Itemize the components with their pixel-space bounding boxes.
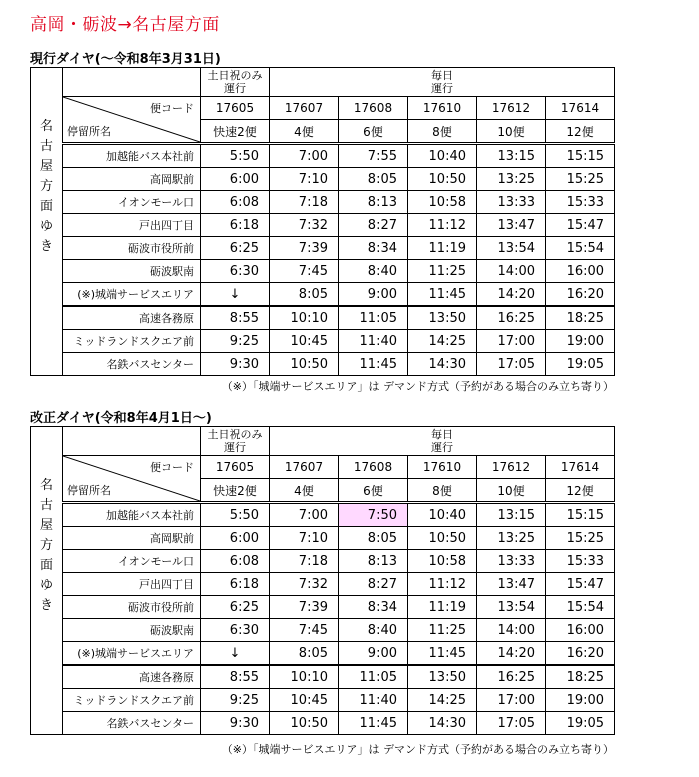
departure-time: 19:05 — [546, 712, 615, 735]
trip-name: 快速2便 — [201, 479, 270, 503]
departure-time: 10:50 — [408, 527, 477, 550]
departure-time: 8:13 — [339, 550, 408, 573]
departure-time: 13:50 — [408, 665, 477, 689]
stop-name: 高岡駅前 — [63, 527, 201, 550]
table-row — [31, 283, 615, 307]
departure-time: 16:20 — [546, 283, 615, 307]
departure-time: 15:15 — [546, 503, 615, 527]
departure-time: 7:18 — [270, 550, 339, 573]
departure-time: 15:25 — [546, 168, 615, 191]
stop-name: 名鉄バスセンター — [63, 353, 201, 376]
departure-time: 7:32 — [270, 573, 339, 596]
header-blank — [31, 68, 63, 97]
trip-name: 10便 — [477, 479, 546, 503]
table-row — [31, 712, 615, 735]
departure-time: 8:55 — [201, 306, 270, 330]
section-title-current: 現行ダイヤ(～令和8年3月31日) — [30, 52, 221, 67]
departure-time: 10:50 — [270, 712, 339, 735]
departure-time: 11:45 — [339, 712, 408, 735]
trip-name: 4便 — [270, 120, 339, 144]
table-row — [31, 330, 615, 353]
departure-time: 13:47 — [477, 573, 546, 596]
pass-arrow: ↓ — [201, 642, 270, 666]
departure-time: 8:34 — [339, 596, 408, 619]
footnote-revised: （※）「城端サービスエリア」は デマンド方式（予約がある場合のみ立ち寄り） — [221, 743, 614, 756]
departure-time: 19:00 — [546, 689, 615, 712]
direction-char: 古 — [39, 138, 53, 154]
departure-time: 8:55 — [201, 665, 270, 689]
departure-time: 7:32 — [270, 214, 339, 237]
direction-char: 面 — [39, 198, 53, 214]
departure-time: 18:25 — [546, 665, 615, 689]
weekend-only-note: 土日祝のみ 運行 — [201, 68, 270, 97]
stop-name: 戸出四丁目 — [63, 573, 201, 596]
table-row — [31, 665, 615, 689]
direction-char: き — [39, 597, 53, 613]
departure-time: 9:00 — [339, 283, 408, 307]
trip-code: 17610 — [408, 456, 477, 479]
departure-time: 11:25 — [408, 619, 477, 642]
departure-time: 10:40 — [408, 503, 477, 527]
table-row — [31, 237, 615, 260]
stop-name: 高速各務原 — [63, 306, 201, 330]
table-row — [31, 550, 615, 573]
table-row — [31, 306, 615, 330]
departure-time: 13:33 — [477, 191, 546, 214]
header-row — [31, 427, 615, 456]
trip-code: 17607 — [270, 97, 339, 120]
trip-name: 6便 — [339, 479, 408, 503]
departure-time: 11:12 — [408, 214, 477, 237]
departure-time: 17:05 — [477, 353, 546, 376]
trip-name: 12便 — [546, 120, 615, 144]
departure-time: 11:25 — [408, 260, 477, 283]
departure-time: 9:30 — [201, 712, 270, 735]
departure-time: 7:55 — [339, 144, 408, 168]
direction-char: 屋 — [39, 158, 53, 174]
footnote-current: （※）「城端サービスエリア」は デマンド方式（予約がある場合のみ立ち寄り） — [221, 380, 614, 393]
departure-time: 10:58 — [408, 191, 477, 214]
departure-time: 11:05 — [339, 306, 408, 330]
departure-time: 16:00 — [546, 619, 615, 642]
departure-time: 6:30 — [201, 260, 270, 283]
trip-code: 17612 — [477, 97, 546, 120]
departure-time: 6:30 — [201, 619, 270, 642]
departure-time: 8:27 — [339, 573, 408, 596]
departure-time: 13:15 — [477, 144, 546, 168]
table-row — [31, 214, 615, 237]
trip-code: 17607 — [270, 456, 339, 479]
departure-time: 10:58 — [408, 550, 477, 573]
table-row — [31, 353, 615, 376]
departure-time: 14:20 — [477, 283, 546, 307]
departure-time: 13:54 — [477, 237, 546, 260]
departure-time: 8:05 — [339, 168, 408, 191]
direction-char: 方 — [39, 537, 53, 553]
departure-time: 7:39 — [270, 596, 339, 619]
header-blank — [31, 427, 63, 456]
departure-time: 7:45 — [270, 260, 339, 283]
departure-time: 11:19 — [408, 596, 477, 619]
departure-time: 8:27 — [339, 214, 408, 237]
direction-char: 面 — [39, 557, 53, 573]
departure-time: 14:30 — [408, 712, 477, 735]
departure-time: 18:25 — [546, 306, 615, 330]
direction-label — [31, 456, 63, 735]
header-corner — [63, 97, 201, 144]
table-row — [31, 596, 615, 619]
departure-time: 10:10 — [270, 306, 339, 330]
timetable-revised — [30, 426, 615, 735]
departure-time: 10:50 — [408, 168, 477, 191]
table-row — [31, 689, 615, 712]
direction-char: ゆ — [39, 218, 53, 234]
departure-time: 8:40 — [339, 619, 408, 642]
section-title-revised: 改正ダイヤ(令和8年4月1日～) — [30, 411, 212, 426]
daily-note: 毎日 運行 — [270, 427, 615, 456]
departure-time: 14:30 — [408, 353, 477, 376]
departure-time: 9:25 — [201, 689, 270, 712]
trip-code: 17614 — [546, 456, 615, 479]
departure-time: 15:47 — [546, 573, 615, 596]
departure-time: 8:05 — [270, 283, 339, 307]
departure-time: 11:40 — [339, 330, 408, 353]
trip-name: 快速2便 — [201, 120, 270, 144]
departure-time: 16:25 — [477, 306, 546, 330]
departure-time: 19:05 — [546, 353, 615, 376]
timetable-current — [30, 67, 615, 376]
table-row — [31, 619, 615, 642]
departure-time: 14:00 — [477, 260, 546, 283]
departure-time: 16:00 — [546, 260, 615, 283]
departure-time: 15:47 — [546, 214, 615, 237]
departure-time: 13:15 — [477, 503, 546, 527]
departure-time: 11:40 — [339, 689, 408, 712]
departure-time: 9:25 — [201, 330, 270, 353]
stop-name: 砺波駅南 — [63, 619, 201, 642]
direction-label — [31, 97, 63, 376]
departure-time: 8:40 — [339, 260, 408, 283]
code-label: 便コード — [150, 461, 194, 474]
departure-time: 5:50 — [201, 144, 270, 168]
departure-time: 9:30 — [201, 353, 270, 376]
stop-name: 砺波市役所前 — [63, 596, 201, 619]
departure-time: 15:54 — [546, 596, 615, 619]
table-row — [31, 503, 615, 527]
departure-time: 11:45 — [408, 283, 477, 307]
departure-time: 6:25 — [201, 596, 270, 619]
trip-code: 17610 — [408, 97, 477, 120]
trip-name: 8便 — [408, 120, 477, 144]
direction-char: 屋 — [39, 517, 53, 533]
departure-time: 7:39 — [270, 237, 339, 260]
departure-time: 7:10 — [270, 527, 339, 550]
departure-time: 13:47 — [477, 214, 546, 237]
trip-name: 10便 — [477, 120, 546, 144]
stop-label: 停留所名 — [67, 125, 111, 138]
trip-code: 17614 — [546, 97, 615, 120]
stop-name: (※)城端サービスエリア — [63, 642, 201, 666]
stop-name: 加越能バス本社前 — [63, 144, 201, 168]
departure-time: 14:20 — [477, 642, 546, 666]
header-blank — [63, 68, 201, 97]
departure-time: 13:25 — [477, 168, 546, 191]
departure-time: 14:00 — [477, 619, 546, 642]
departure-time: 6:18 — [201, 214, 270, 237]
header-row — [31, 68, 615, 97]
departure-time: 6:00 — [201, 168, 270, 191]
pass-arrow: ↓ — [201, 283, 270, 307]
stop-name: 高岡駅前 — [63, 168, 201, 191]
departure-time: 5:50 — [201, 503, 270, 527]
stop-name: ミッドランドスクエア前 — [63, 330, 201, 353]
daily-note: 毎日 運行 — [270, 68, 615, 97]
code-label: 便コード — [150, 102, 194, 115]
stop-name: 砺波市役所前 — [63, 237, 201, 260]
trip-code: 17608 — [339, 97, 408, 120]
departure-time: 6:00 — [201, 527, 270, 550]
table-row — [31, 191, 615, 214]
departure-time: 10:10 — [270, 665, 339, 689]
departure-time: 11:45 — [408, 642, 477, 666]
stop-name: 戸出四丁目 — [63, 214, 201, 237]
departure-time: 8:05 — [270, 642, 339, 666]
departure-time: 11:19 — [408, 237, 477, 260]
departure-time: 15:33 — [546, 191, 615, 214]
stop-name: ミッドランドスクエア前 — [63, 689, 201, 712]
table-row — [31, 527, 615, 550]
code-row — [31, 456, 615, 479]
stop-name: イオンモール口 — [63, 191, 201, 214]
departure-time: 14:25 — [408, 330, 477, 353]
departure-time: 6:08 — [201, 550, 270, 573]
departure-time: 13:50 — [408, 306, 477, 330]
departure-time: 8:05 — [339, 527, 408, 550]
direction-char: 古 — [39, 497, 53, 513]
direction-char: 名 — [39, 118, 53, 134]
departure-time: 7:00 — [270, 503, 339, 527]
header-blank — [63, 427, 201, 456]
departure-time: 7:10 — [270, 168, 339, 191]
trip-name: 8便 — [408, 479, 477, 503]
direction-char: ゆ — [39, 577, 53, 593]
departure-time: 10:40 — [408, 144, 477, 168]
departure-time: 10:45 — [270, 689, 339, 712]
stop-name: 砺波駅南 — [63, 260, 201, 283]
departure-time: 8:13 — [339, 191, 408, 214]
trip-name: 6便 — [339, 120, 408, 144]
departure-time: 13:25 — [477, 527, 546, 550]
trip-code: 17605 — [201, 456, 270, 479]
departure-time: 8:34 — [339, 237, 408, 260]
table-row — [31, 144, 615, 168]
stop-name: 高速各務原 — [63, 665, 201, 689]
departure-time: 15:15 — [546, 144, 615, 168]
direction-char: 方 — [39, 178, 53, 194]
departure-time: 17:00 — [477, 330, 546, 353]
stop-name: 加越能バス本社前 — [63, 503, 201, 527]
departure-time: 6:25 — [201, 237, 270, 260]
trip-code: 17612 — [477, 456, 546, 479]
departure-time-changed: 7:50 — [339, 503, 408, 527]
departure-time: 17:05 — [477, 712, 546, 735]
departure-time: 7:18 — [270, 191, 339, 214]
departure-time: 13:33 — [477, 550, 546, 573]
code-row — [31, 97, 615, 120]
departure-time: 7:00 — [270, 144, 339, 168]
departure-time: 17:00 — [477, 689, 546, 712]
stop-name: 名鉄バスセンター — [63, 712, 201, 735]
trip-code: 17608 — [339, 456, 408, 479]
departure-time: 16:25 — [477, 665, 546, 689]
departure-time: 10:50 — [270, 353, 339, 376]
weekend-only-note: 土日祝のみ 運行 — [201, 427, 270, 456]
stop-name: (※)城端サービスエリア — [63, 283, 201, 307]
stop-name: イオンモール口 — [63, 550, 201, 573]
departure-time: 11:45 — [339, 353, 408, 376]
departure-time: 14:25 — [408, 689, 477, 712]
departure-time: 11:05 — [339, 665, 408, 689]
direction-char: き — [39, 238, 53, 254]
table-row — [31, 573, 615, 596]
departure-time: 11:12 — [408, 573, 477, 596]
departure-time: 6:08 — [201, 191, 270, 214]
departure-time: 6:18 — [201, 573, 270, 596]
trip-code: 17605 — [201, 97, 270, 120]
departure-time: 7:45 — [270, 619, 339, 642]
table-row — [31, 260, 615, 283]
table-row — [31, 168, 615, 191]
trip-name: 12便 — [546, 479, 615, 503]
departure-time: 15:25 — [546, 527, 615, 550]
header-corner — [63, 456, 201, 503]
departure-time: 19:00 — [546, 330, 615, 353]
departure-time: 15:54 — [546, 237, 615, 260]
direction-char: 名 — [39, 477, 53, 493]
departure-time: 9:00 — [339, 642, 408, 666]
departure-time: 15:33 — [546, 550, 615, 573]
trip-name: 4便 — [270, 479, 339, 503]
departure-time: 10:45 — [270, 330, 339, 353]
departure-time: 16:20 — [546, 642, 615, 666]
table-row — [31, 642, 615, 666]
departure-time: 13:54 — [477, 596, 546, 619]
stop-label: 停留所名 — [67, 484, 111, 497]
page-title: 高岡・砺波→名古屋方面 — [30, 15, 220, 35]
